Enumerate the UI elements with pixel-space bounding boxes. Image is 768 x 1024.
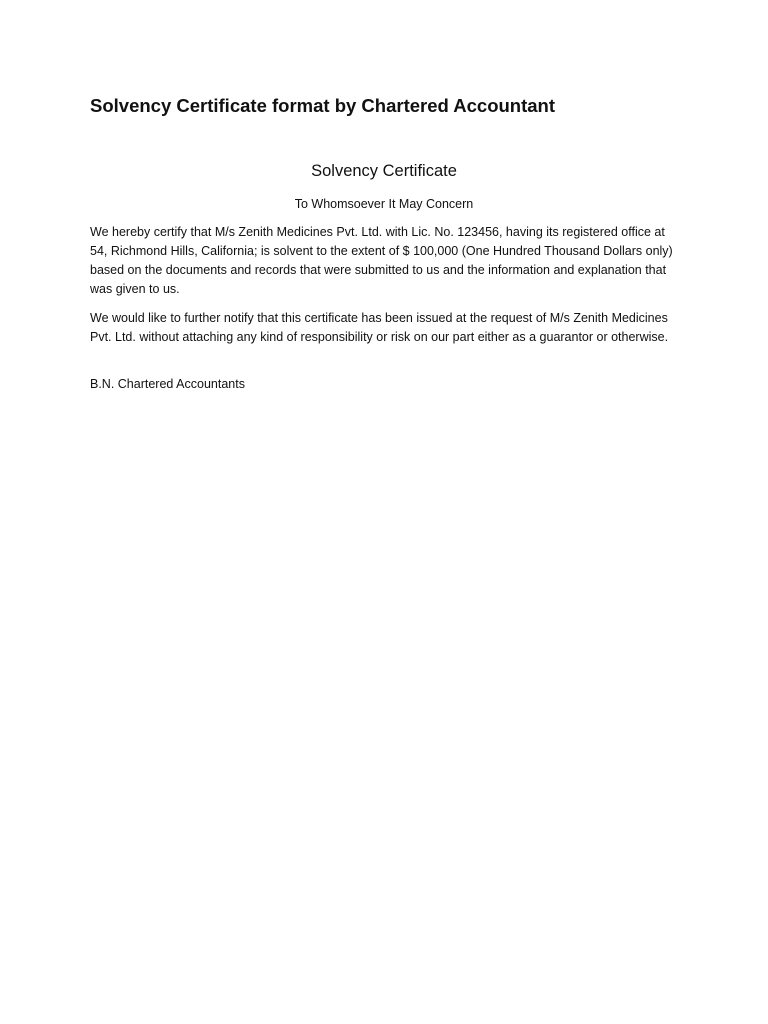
document-heading: Solvency Certificate format by Chartered Accountant [90, 95, 556, 116]
notice-paragraph: We would like to further notify that this certificate has been issued at the request of M/s Zenith Medicines Pvt. Ltd. without attaching any kind of responsibility or risk on our part either as a guarantor or otherwise. [90, 311, 669, 344]
certification-paragraph: We hereby certify that M/s Zenith Medicines Pvt. Ltd. with Lic. No. 123456, having its registered office at 54, Richmond Hills, California; is solvent to the extent of $ 100,000 (One Hundred Thousand Dollars only) based on the documents and records that were submitted to us and the information and explanation that was given to us. [90, 225, 673, 296]
certificate-title: Solvency Certificate [311, 162, 457, 180]
signature-line: B.N. Chartered Accountants [90, 377, 245, 391]
salutation-line: To Whomsoever It May Concern [294, 197, 474, 211]
